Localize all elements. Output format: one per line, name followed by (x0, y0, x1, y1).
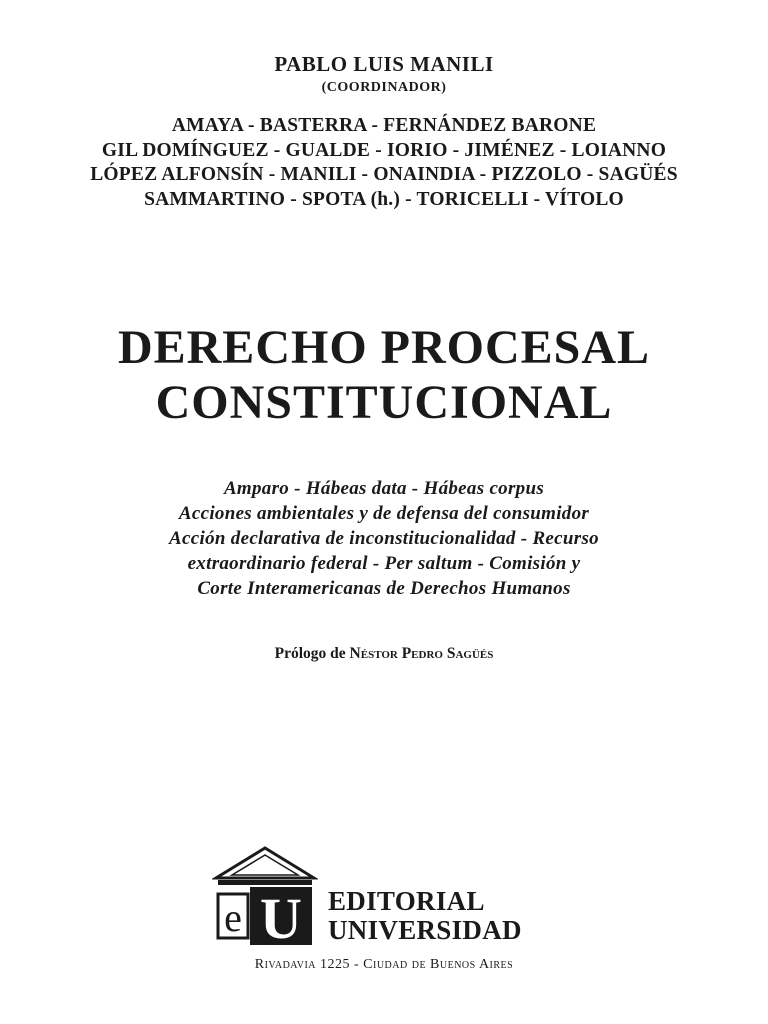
publisher-name-line: UNIVERSIDAD (328, 915, 522, 945)
authors-line: SAMMARTINO - SPOTA (h.) - TORICELLI - VÍTOLO (144, 188, 624, 210)
book-subtitle (0, 476, 768, 601)
coordinator-name: PABLO LUIS MANILI (274, 52, 494, 76)
subtitle-line: Corte Interamericanas de Derechos Humanos (197, 578, 571, 599)
subtitle-line: Amparo - Hábeas data - Hábeas corpus (223, 478, 545, 499)
publisher-name-line: EDITORIAL (328, 886, 485, 916)
subtitle-line: Acción declarativa de inconstitucionalidad - Recurso (169, 528, 599, 549)
publisher-name (328, 887, 522, 945)
logo-e-letter: e (224, 895, 242, 940)
publisher-logo-icon (212, 846, 318, 946)
prologue-author: Néstor Pedro Sagüés (349, 645, 494, 662)
authors-line: AMAYA - BASTERRA - FERNÁNDEZ BARONE (171, 115, 597, 136)
prologue-credit (0, 645, 768, 663)
authors-list (0, 114, 768, 212)
book-title-line: CONSTITUCIONAL (155, 376, 613, 429)
prologue-prefix: Prólogo de (274, 645, 346, 662)
book-title (0, 320, 768, 430)
subtitle-line: extraordinario federal - Per saltum - Comisión y (187, 553, 581, 574)
authors-line: GIL DOMÍNGUEZ - GUALDE - IORIO - JIMÉNEZ - LOIANNO (101, 139, 667, 161)
subtitle-line: Acciones ambientales y de defensa del consumidor (178, 503, 590, 524)
publisher-address: Rivadavia 1225 - Ciudad de Buenos Aires (254, 957, 514, 972)
logo-u-letter: U (260, 886, 302, 946)
coordinator-role: (COORDINADOR) (321, 80, 447, 95)
book-title-line: DERECHO PROCESAL (117, 321, 651, 374)
authors-line: LÓPEZ ALFONSÍN - MANILI - ONAINDIA - PIZZOLO - SAGÜÉS (90, 164, 678, 185)
